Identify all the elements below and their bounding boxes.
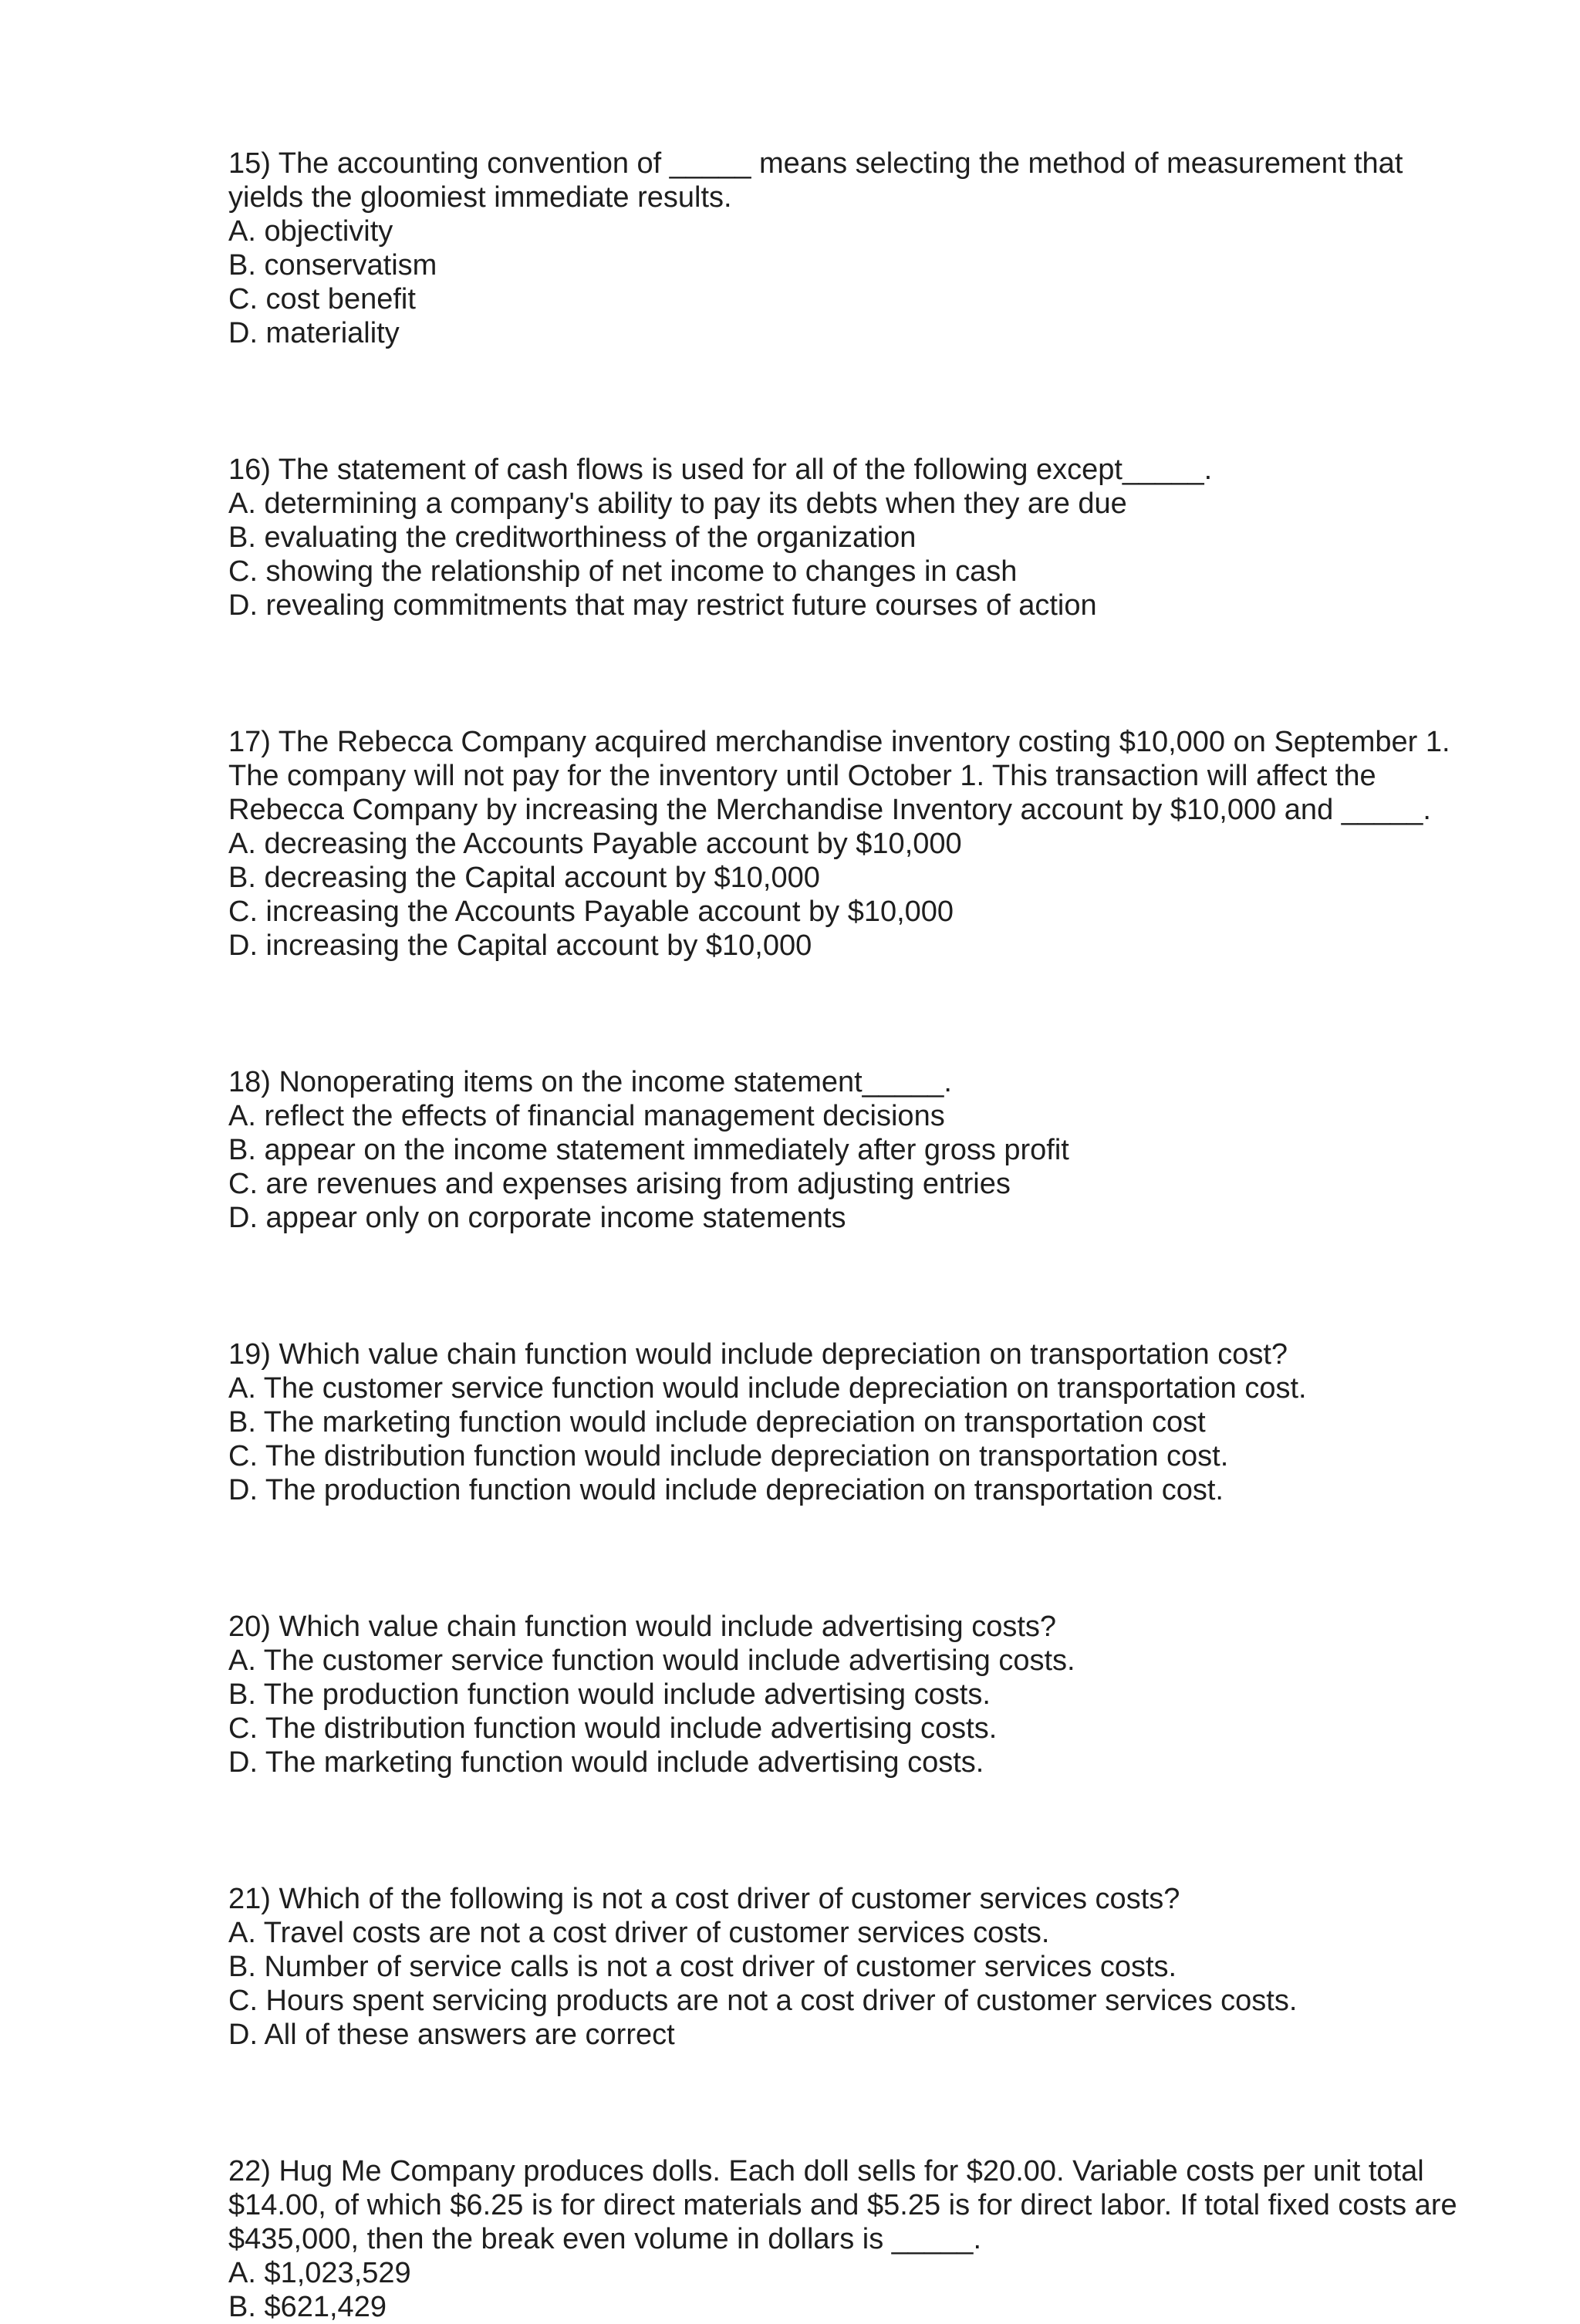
option-list	[228, 487, 1478, 622]
option-b: B. conservatism	[228, 249, 437, 282]
option-c: C. Hours spent servicing products are not a cost driver of customer services costs.	[228, 1985, 1298, 2017]
option-b: B. appear on the income statement immediately after gross profit	[228, 1134, 1069, 1166]
option-c: C. showing the relationship of net income to changes in cash	[228, 555, 1018, 588]
option-d: D. revealing commitments that may restrict future courses of action	[228, 589, 1097, 622]
option-a: A. Travel costs are not a cost driver of customer services costs.	[228, 1917, 1050, 1949]
question-stem: 22) Hug Me Company produces dolls. Each doll sells for $20.00. Variable costs per unit total $14.00, of which $6.25 is for direct materials and $5.25 is for direct labor. If total fixed costs are $435,000, then the break even volume in dollars is _____.	[228, 2155, 1457, 2255]
option-list	[228, 2256, 1478, 2324]
question-stem: 17) The Rebecca Company acquired merchandise inventory costing $10,000 on September 1. The company will not pay for the inventory until October 1. This transaction will affect the Rebecca Company by increasing the Merchandise Inventory account by $10,000 and _____.	[228, 726, 1450, 826]
option-b: B. evaluating the creditworthiness of the organization	[228, 521, 917, 554]
question-19	[228, 1337, 1478, 1507]
question-stem: 16) The statement of cash flows is used for all of the following except_____.	[228, 454, 1213, 486]
option-list	[228, 1644, 1478, 1779]
question-17	[228, 725, 1478, 963]
question-15	[228, 147, 1478, 350]
question-stem: 15) The accounting convention of _____ means selecting the method of measurement that yields the gloomiest immediate results.	[228, 147, 1403, 214]
option-list	[228, 1916, 1478, 2052]
option-d: D. increasing the Capital account by $10,000	[228, 929, 812, 962]
option-list	[228, 827, 1478, 963]
option-c: C. increasing the Accounts Payable account by $10,000	[228, 896, 954, 928]
question-stem: 18) Nonoperating items on the income statement_____.	[228, 1066, 952, 1098]
option-d: D. appear only on corporate income statements	[228, 1202, 846, 1234]
question-22	[228, 2154, 1478, 2324]
question-stem: 19) Which value chain function would include depreciation on transportation cost?	[228, 1338, 1288, 1371]
option-a: A. decreasing the Accounts Payable account by $10,000	[228, 828, 962, 860]
question-list	[228, 147, 1478, 2324]
option-list	[228, 1099, 1478, 1235]
option-a: A. The customer service function would include depreciation on transportation cost.	[228, 1372, 1307, 1405]
option-a: A. objectivity	[228, 215, 393, 248]
option-a: A. determining a company's ability to pay its debts when they are due	[228, 487, 1127, 520]
option-b: B. decreasing the Capital account by $10,000	[228, 862, 820, 894]
option-d: D. The marketing function would include advertising costs.	[228, 1746, 984, 1779]
question-21	[228, 1882, 1478, 2052]
question-16	[228, 453, 1478, 622]
option-d: D. materiality	[228, 317, 400, 349]
option-a: A. The customer service function would include advertising costs.	[228, 1644, 1075, 1677]
question-18	[228, 1065, 1478, 1235]
option-a: A. reflect the effects of financial management decisions	[228, 1100, 945, 1132]
option-a: A. $1,023,529	[228, 2257, 411, 2289]
option-list	[228, 214, 1478, 350]
question-stem: 20) Which value chain function would include advertising costs?	[228, 1611, 1057, 1643]
option-c: C. cost benefit	[228, 283, 416, 315]
option-c: C. The distribution function would include depreciation on transportation cost.	[228, 1440, 1229, 1472]
question-20	[228, 1610, 1478, 1779]
option-b: B. The production function would include advertising costs.	[228, 1678, 991, 1711]
option-c: C. are revenues and expenses arising from adjusting entries	[228, 1168, 1011, 1200]
option-d: D. All of these answers are correct	[228, 2019, 675, 2051]
option-d: D. The production function would include depreciation on transportation cost.	[228, 1474, 1224, 1506]
question-stem: 21) Which of the following is not a cost driver of customer services costs?	[228, 1883, 1180, 1915]
option-b: B. $621,429	[228, 2291, 387, 2323]
option-b: B. Number of service calls is not a cost driver of customer services costs.	[228, 1951, 1177, 1983]
option-c: C. The distribution function would include advertising costs.	[228, 1712, 998, 1745]
option-list	[228, 1371, 1478, 1507]
option-b: B. The marketing function would include depreciation on transportation cost	[228, 1406, 1206, 1439]
